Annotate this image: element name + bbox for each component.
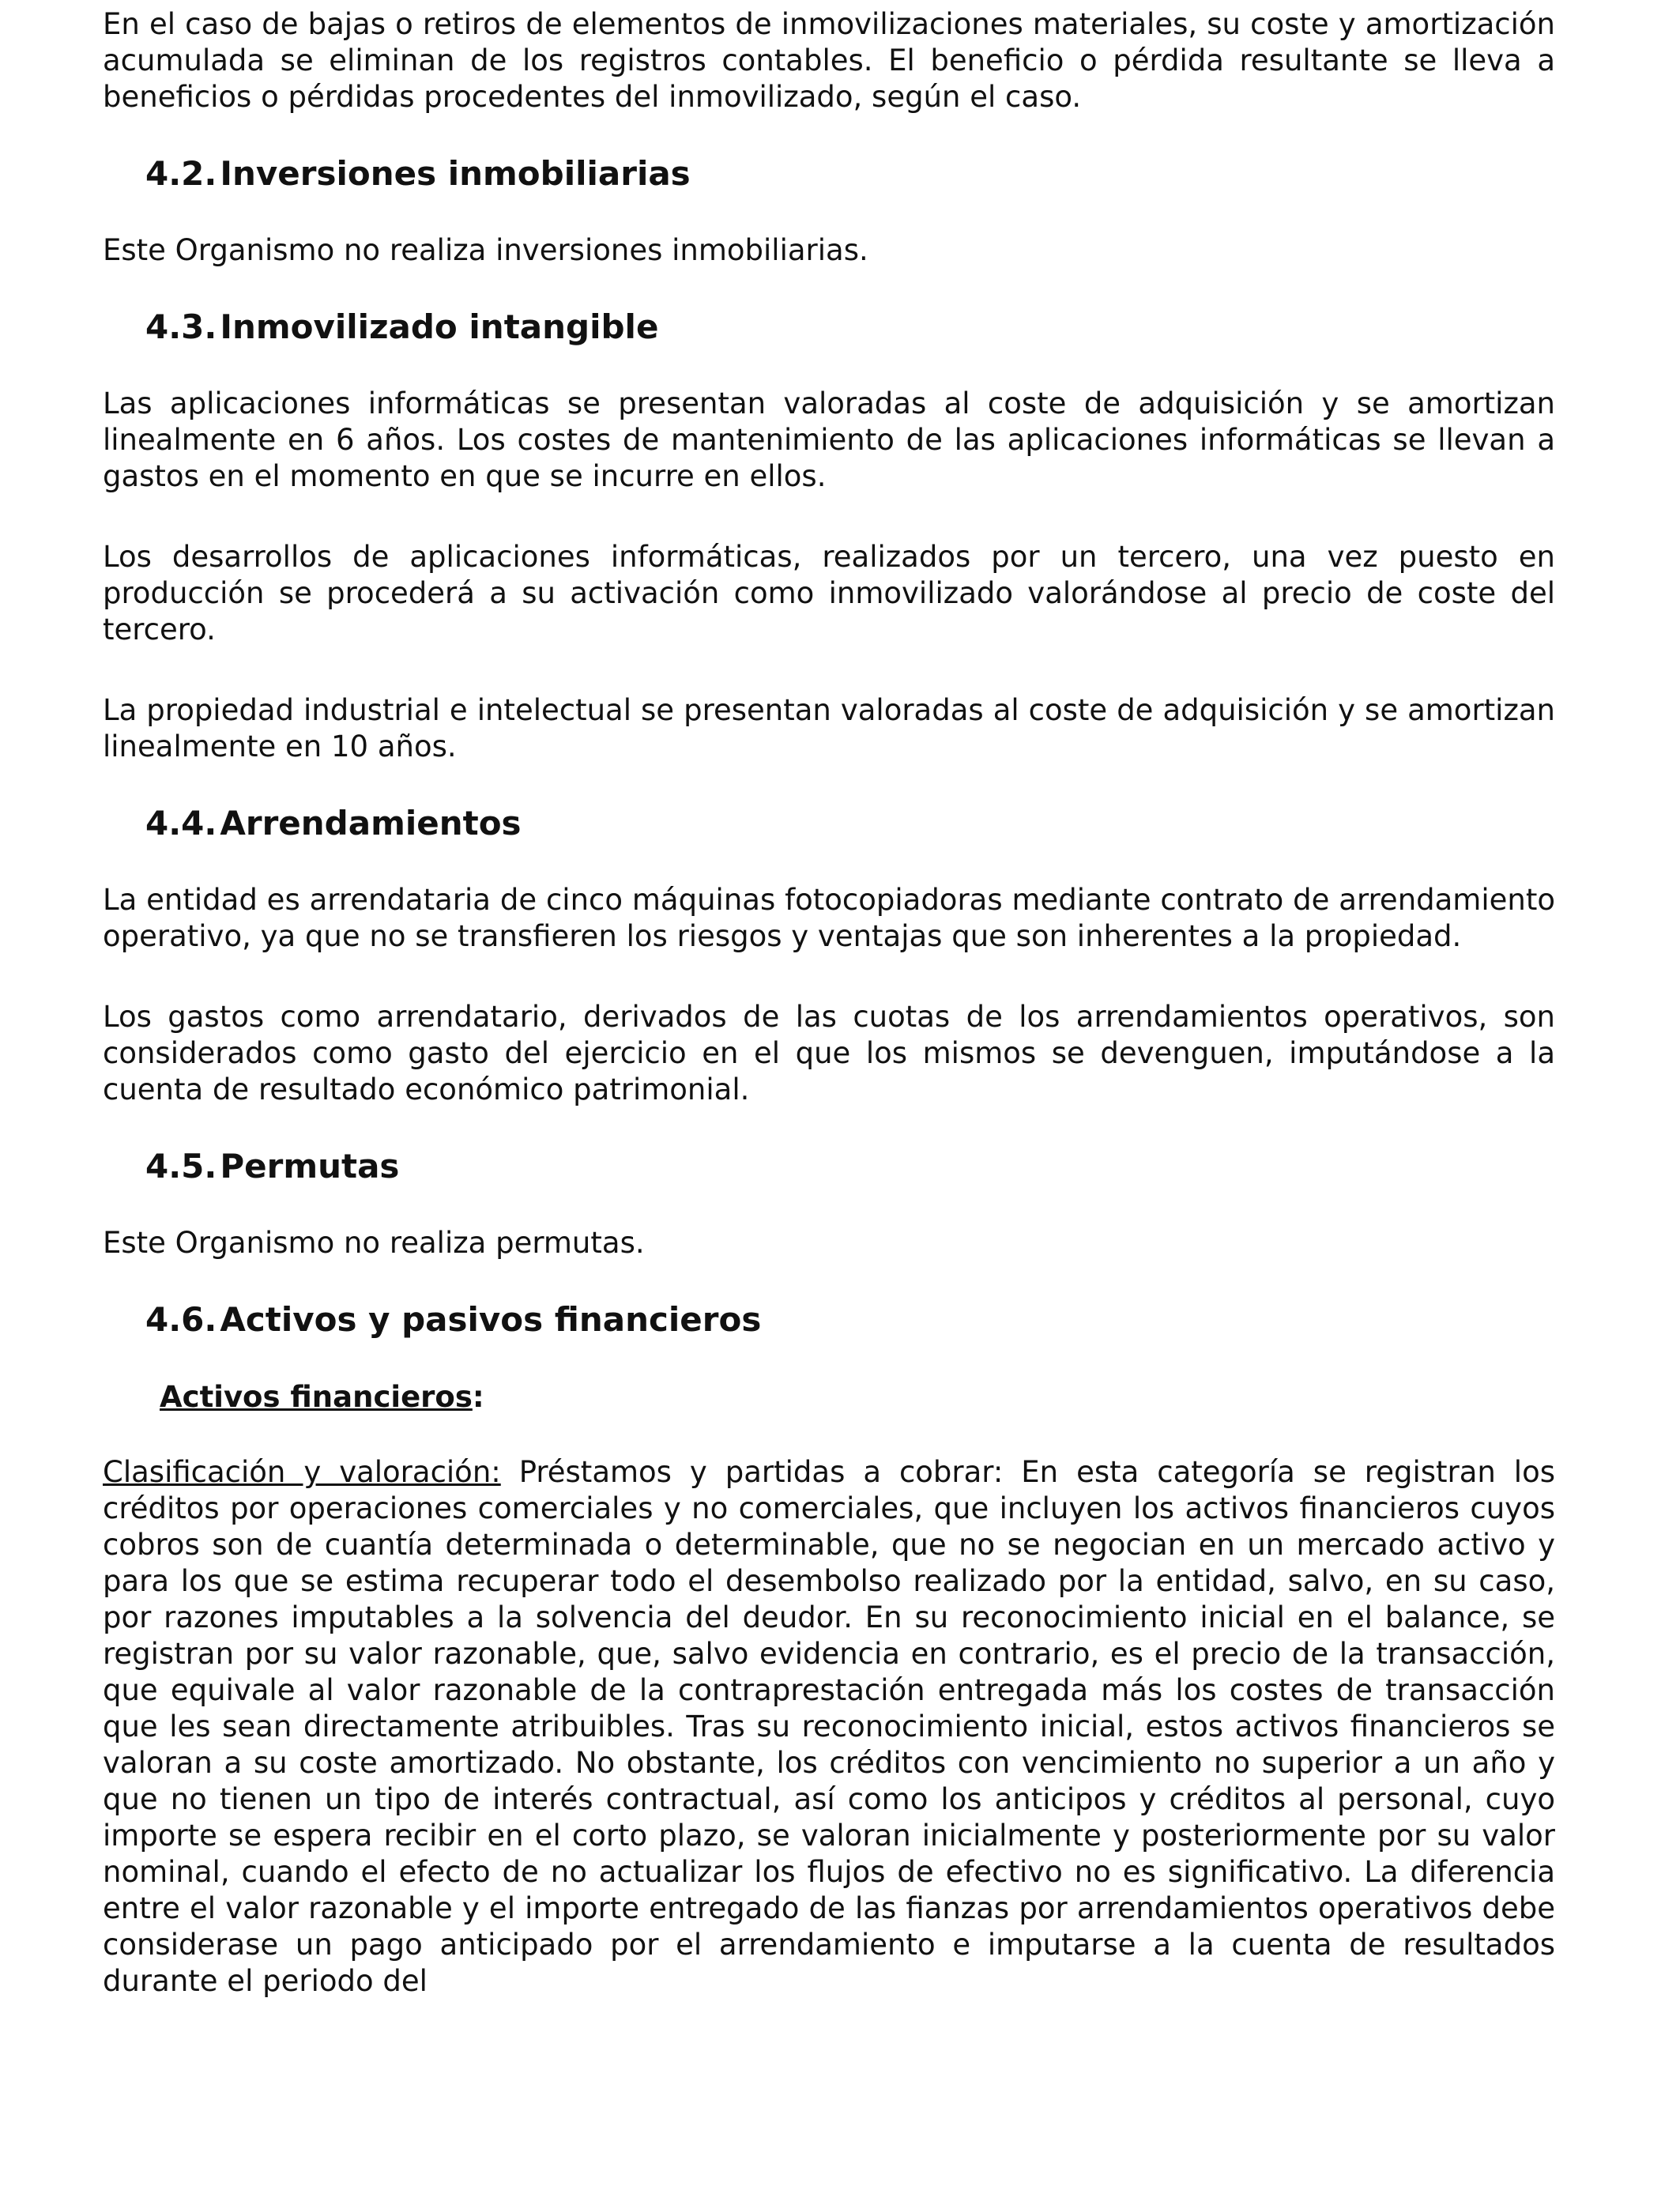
heading-number: 4.4.: [145, 804, 217, 843]
subheading-label: Activos financieros: [160, 1380, 473, 1414]
subheading-activos-financieros: [103, 1378, 1555, 1416]
paragraph-intangible-1: Las aplicaciones informáticas se presentan valoradas al coste de adquisición y se amortizan linealmente en 6 años. Los costes de mantenimiento de las aplicaciones informáticas se llevan a gastos en el momento en que se incurre en ellos.: [103, 386, 1555, 493]
heading-title: Permutas: [220, 1147, 400, 1186]
document-page: [103, 6, 1555, 2000]
heading-activos-pasivos-financieros: [103, 1299, 1555, 1340]
heading-title: Arrendamientos: [220, 804, 522, 843]
clasificacion-text: Préstamos y partidas a cobrar: En esta categoría se registran los créditos por operaciones comerciales y no comerciales, que incluyen los activos financieros cuyos cobros son de cuantía determinada o determinable, que no se negocian en un mercado activo y para los que se estima recuperar todo el desembolso realizado por la entidad, salvo, en su caso, por razones imputables a la solvencia del deudor. En su reconocimiento inicial en el balance, se registran por su valor razonable, que, salvo evidencia en contrario, es el precio de la transacción, que equivale al valor razonable de la contraprestación entregada más los costes de transacción que les sean directamente atribuibles. Tras su reconocimiento inicial, estos activos financieros se valoran a su coste amortizado. No obstante, los créditos con vencimiento no superior a un año y que no tienen un tipo de interés contractual, así como los anticipos y créditos al personal, cuyo importe se espera recibir en el corto plazo, se valoran inicialmente y posteriormente por su valor nominal, cuando el efecto de no actualizar los flujos de efectivo no es significativo. La diferencia entre el valor razonable y el importe entregado de las fianzas por arrendamientos operativos debe considerase un pago anticipado por el arrendamiento e imputarse a la cuenta de resultados durante el periodo del: [103, 1455, 1555, 1998]
paragraph-intangible-2: Los desarrollos de aplicaciones informáticas, realizados por un tercero, una vez puesto en producción se procederá a su activación como inmovilizado valorándose al precio de coste del tercero.: [103, 540, 1555, 647]
heading-title: Inversiones inmobiliarias: [220, 154, 691, 193]
paragraph-bajas: En el caso de bajas o retiros de elementos de inmovilizaciones materiales, su coste y amortización acumulada se eliminan de los registros contables. El beneficio o pérdida resultante se lleva a beneficios o pérdidas procedentes del inmovilizado, según el caso.: [103, 7, 1555, 114]
heading-title: Activos y pasivos financieros: [220, 1300, 762, 1339]
subheading-colon: :: [472, 1380, 484, 1414]
heading-arrendamientos: [103, 803, 1555, 844]
paragraph-inversiones: Este Organismo no realiza inversiones inmobiliarias.: [103, 233, 868, 267]
heading-number: 4.5.: [145, 1147, 217, 1186]
heading-title: Inmovilizado intangible: [220, 307, 659, 346]
paragraph-permutas: Este Organismo no realiza permutas.: [103, 1226, 645, 1260]
heading-permutas: [103, 1146, 1555, 1187]
heading-number: 4.6.: [145, 1300, 217, 1339]
heading-inversiones-inmobiliarias: [103, 153, 1555, 194]
heading-inmovilizado-intangible: [103, 307, 1555, 348]
heading-number: 4.3.: [145, 307, 217, 346]
paragraph-arrendamientos-2: Los gastos como arrendatario, derivados de las cuotas de los arrendamientos operativos, son considerados como gasto del ejercicio en el que los mismos se devenguen, imputándose a la cuenta de resultado económico patrimonial.: [103, 1000, 1555, 1106]
clasificacion-label: Clasificación y valoración:: [103, 1455, 501, 1489]
paragraph-clasificacion: [103, 1454, 1555, 2000]
paragraph-arrendamientos-1: La entidad es arrendataria de cinco máquinas fotocopiadoras mediante contrato de arrendamiento operativo, ya que no se transfieren los riesgos y ventajas que son inherentes a la propiedad.: [103, 883, 1555, 953]
paragraph-intangible-3: La propiedad industrial e intelectual se presentan valoradas al coste de adquisición y se amortizan linealmente en 10 años.: [103, 693, 1555, 763]
heading-number: 4.2.: [145, 154, 217, 193]
